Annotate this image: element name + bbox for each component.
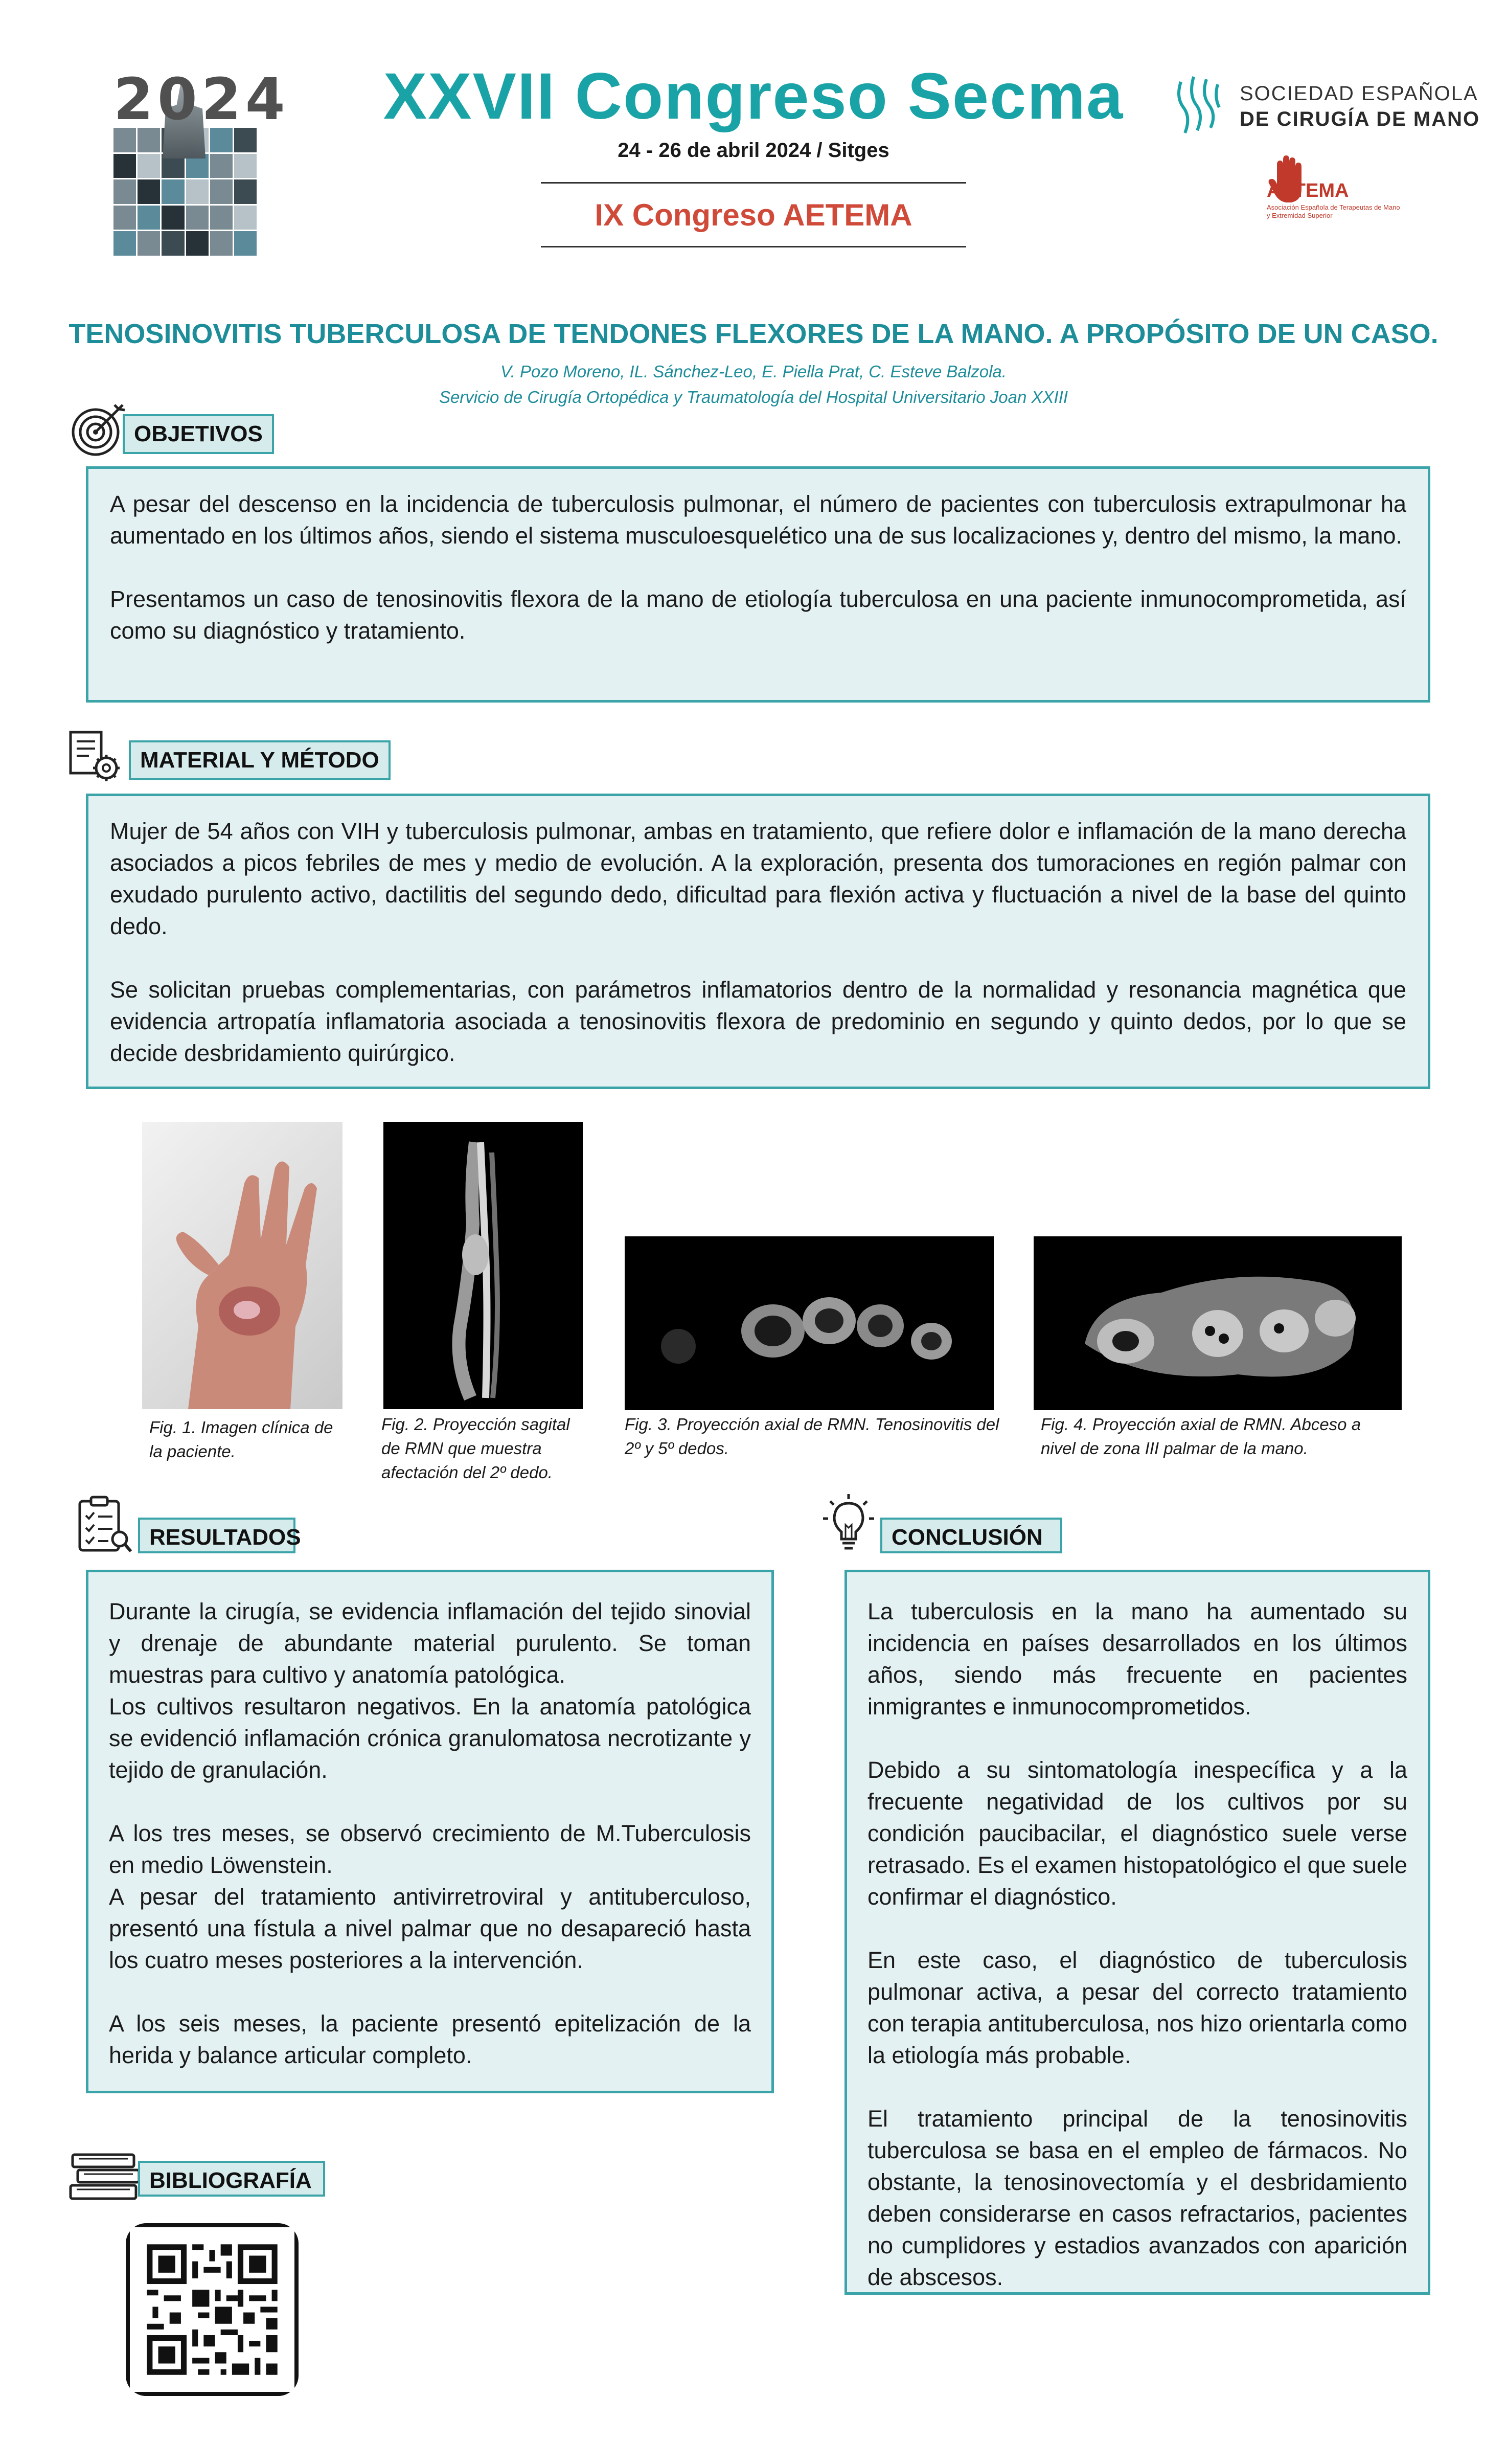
qr-code-frame[interactable] <box>126 2223 299 2396</box>
section-objetivos-label: OBJETIVOS <box>123 414 274 454</box>
resultados-line-4: A pesar del tratamiento antivirretroviral y antituberculoso, presentó una fístula a nivel palmar que no desapareció hasta los cuatro meses posteriores a la intervención. <box>109 1884 751 1973</box>
resultados-line-3: A los tres meses, se observó crecimiento de M.Tuberculosis en medio Löwenstein. <box>109 1820 751 1878</box>
lightbulb-icon <box>818 1492 879 1553</box>
poster-title: TENOSINOVITIS TUBERCULOSA DE TENDONES FLEXORES DE LA MANO. A PROPÓSITO DE UN CASO. <box>68 319 1438 349</box>
resultados-line-1: Durante la cirugía, se evidencia inflamación del tejido sinovial y drenaje de abundante material purulento. Se toman muestras para cultivo y anatomía patológica. <box>109 1598 751 1688</box>
figure-4-caption: Fig. 4. Proyección axial de RMN. Abceso a nivel de zona III palmar de la mano. <box>1041 1415 1361 1458</box>
society-line-1: SOCIEDAD ESPAÑOLA <box>1240 82 1478 105</box>
material-paragraph-2: Se solicitan pruebas complementarias, con parámetros inflamatorios dentro de la normalidad y resonancia magnética que evidencia artropatía inflamatoria asociada a tenosinovitis flexora de predominio en segundo y quinto dedos, por lo que se decide desbridamiento quirúrgico. <box>110 977 1406 1066</box>
objetivos-box <box>86 466 1430 703</box>
conclusion-paragraph-1: La tuberculosis en la mano ha aumentado su incidencia en países desarrollados en los últimos años, siendo más frecuente en pacientes inmigrantes e inmunocomprometidos. <box>867 1598 1407 1720</box>
conclusion-paragraph-4: El tratamiento principal de la tenosinovitis tuberculosa se basa en el empleo de fármacos. No obstante, la tenosinovectomía y el desbridamiento deben considerarse en casos refractarios, pacientes no cumplidores y estadios avanzados con aparición de abscesos. <box>867 2106 1407 2290</box>
congress-year-logo: 2024 <box>113 66 289 133</box>
objetivos-paragraph-2: Presentamos un caso de tenosinovitis flexora de la mano de etiología tuberculosa en una paciente inmunocomprometida, así como su diagnóstico y tratamiento. <box>110 586 1406 644</box>
figure-1-clinical-photo <box>142 1122 342 1409</box>
section-bibliografia-label: BIBLIOGRAFÍA <box>138 2161 325 2197</box>
aetema-congress-banner <box>541 182 966 247</box>
objetivos-paragraph-1: A pesar del descenso en la incidencia de tuberculosis pulmonar, el número de pacientes con tuberculosis extrapulmonar ha aumentado en los últimos años, siendo el sistema musculoesquelético una de sus localizaciones y, dentro del mismo, la mano. <box>110 491 1406 549</box>
target-icon <box>67 399 129 460</box>
clipboard-checklist-icon <box>73 1494 134 1555</box>
section-resultados-label: RESULTADOS <box>138 1518 295 1553</box>
resultados-box <box>86 1570 774 2093</box>
resultados-line-5: A los seis meses, la paciente presentó epitelización de la herida y balance articular completo. <box>109 2010 751 2068</box>
gears-document-icon <box>65 727 127 788</box>
axial-mri-abscess-illustration <box>1034 1236 1402 1410</box>
poster-affiliation: Servicio de Cirugía Ortopédica y Traumatología del Hospital Universitario Joan XXIII <box>439 388 1068 406</box>
sagittal-mri-illustration <box>383 1122 583 1409</box>
aetema-logo-subtitle: Asociación Española de Terapeutas de Mano y Extremidad Superior <box>1267 204 1400 219</box>
congress-title: XXVII Congreso Secma <box>383 60 1124 133</box>
conclusion-paragraph-2: Debido a su sintomatología inespecífica y a la frecuente negatividad de los cultivos por su condición paucibacilar, el diagnóstico suele verse retrasado. Es el examen histopatológico el que suele confirmar el diagnóstico. <box>867 1757 1407 1910</box>
figure-2-sagittal-mri <box>383 1122 583 1409</box>
congress-dates: 24 - 26 de abril 2024 / Sitges <box>618 139 889 162</box>
poster-authors: V. Pozo Moreno, IL. Sánchez-Leo, E. Piella Prat, C. Esteve Balzola. <box>500 362 1007 381</box>
hand-photo-illustration <box>142 1122 342 1409</box>
figure-3-caption: Fig. 3. Proyección axial de RMN. Tenosinovitis del 2º y 5º dedos. <box>625 1415 999 1458</box>
section-conclusion-label: CONCLUSIÓN <box>880 1518 1062 1553</box>
society-line-2: DE CIRUGÍA DE MANO <box>1240 108 1480 130</box>
society-name <box>1240 81 1480 132</box>
qr-code-icon[interactable] <box>130 2227 294 2392</box>
material-box <box>86 794 1430 1089</box>
books-icon <box>67 2149 144 2205</box>
figure-1-caption: Fig. 1. Imagen clínica de la paciente. <box>149 1418 333 1461</box>
conclusion-box <box>844 1570 1430 2295</box>
figure-4-axial-mri <box>1034 1236 1402 1410</box>
figure-2-caption: Fig. 2. Proyección sagital de RMN que muestra afectación del 2º dedo. <box>381 1415 570 1482</box>
section-material-label: MATERIAL Y MÉTODO <box>129 740 391 780</box>
aetema-congress-label: IX Congreso AETEMA <box>595 197 912 232</box>
conclusion-paragraph-3: En este caso, el diagnóstico de tuberculosis pulmonar activa, a pesar del correcto tratamiento con terapia antituberculosa, nos hizo orientarla como la etiología más probable. <box>867 1947 1407 2068</box>
material-paragraph-1: Mujer de 54 años con VIH y tuberculosis pulmonar, ambas en tratamiento, que refiere dolor e inflamación de la mano derecha asociados a picos febriles de mes y medio de evolución. A la exploración, presenta dos tumoraciones en región palmar con exudado purulento activo, dactilitis del segundo dedo, dificultad para flexión activa y fluctuación a nivel de la base del quinto dedo. <box>110 818 1406 939</box>
axial-mri-illustration <box>625 1236 994 1410</box>
resultados-line-2: Los cultivos resultaron negativos. En la anatomía patológica se evidenció inflamación crónica granulomatosa necrotizante y tejido de granulación. <box>109 1693 751 1783</box>
aetema-logo-name: AETEMA <box>1267 180 1349 201</box>
secma-logo-icon <box>1171 66 1227 138</box>
figure-3-axial-mri <box>625 1236 994 1410</box>
